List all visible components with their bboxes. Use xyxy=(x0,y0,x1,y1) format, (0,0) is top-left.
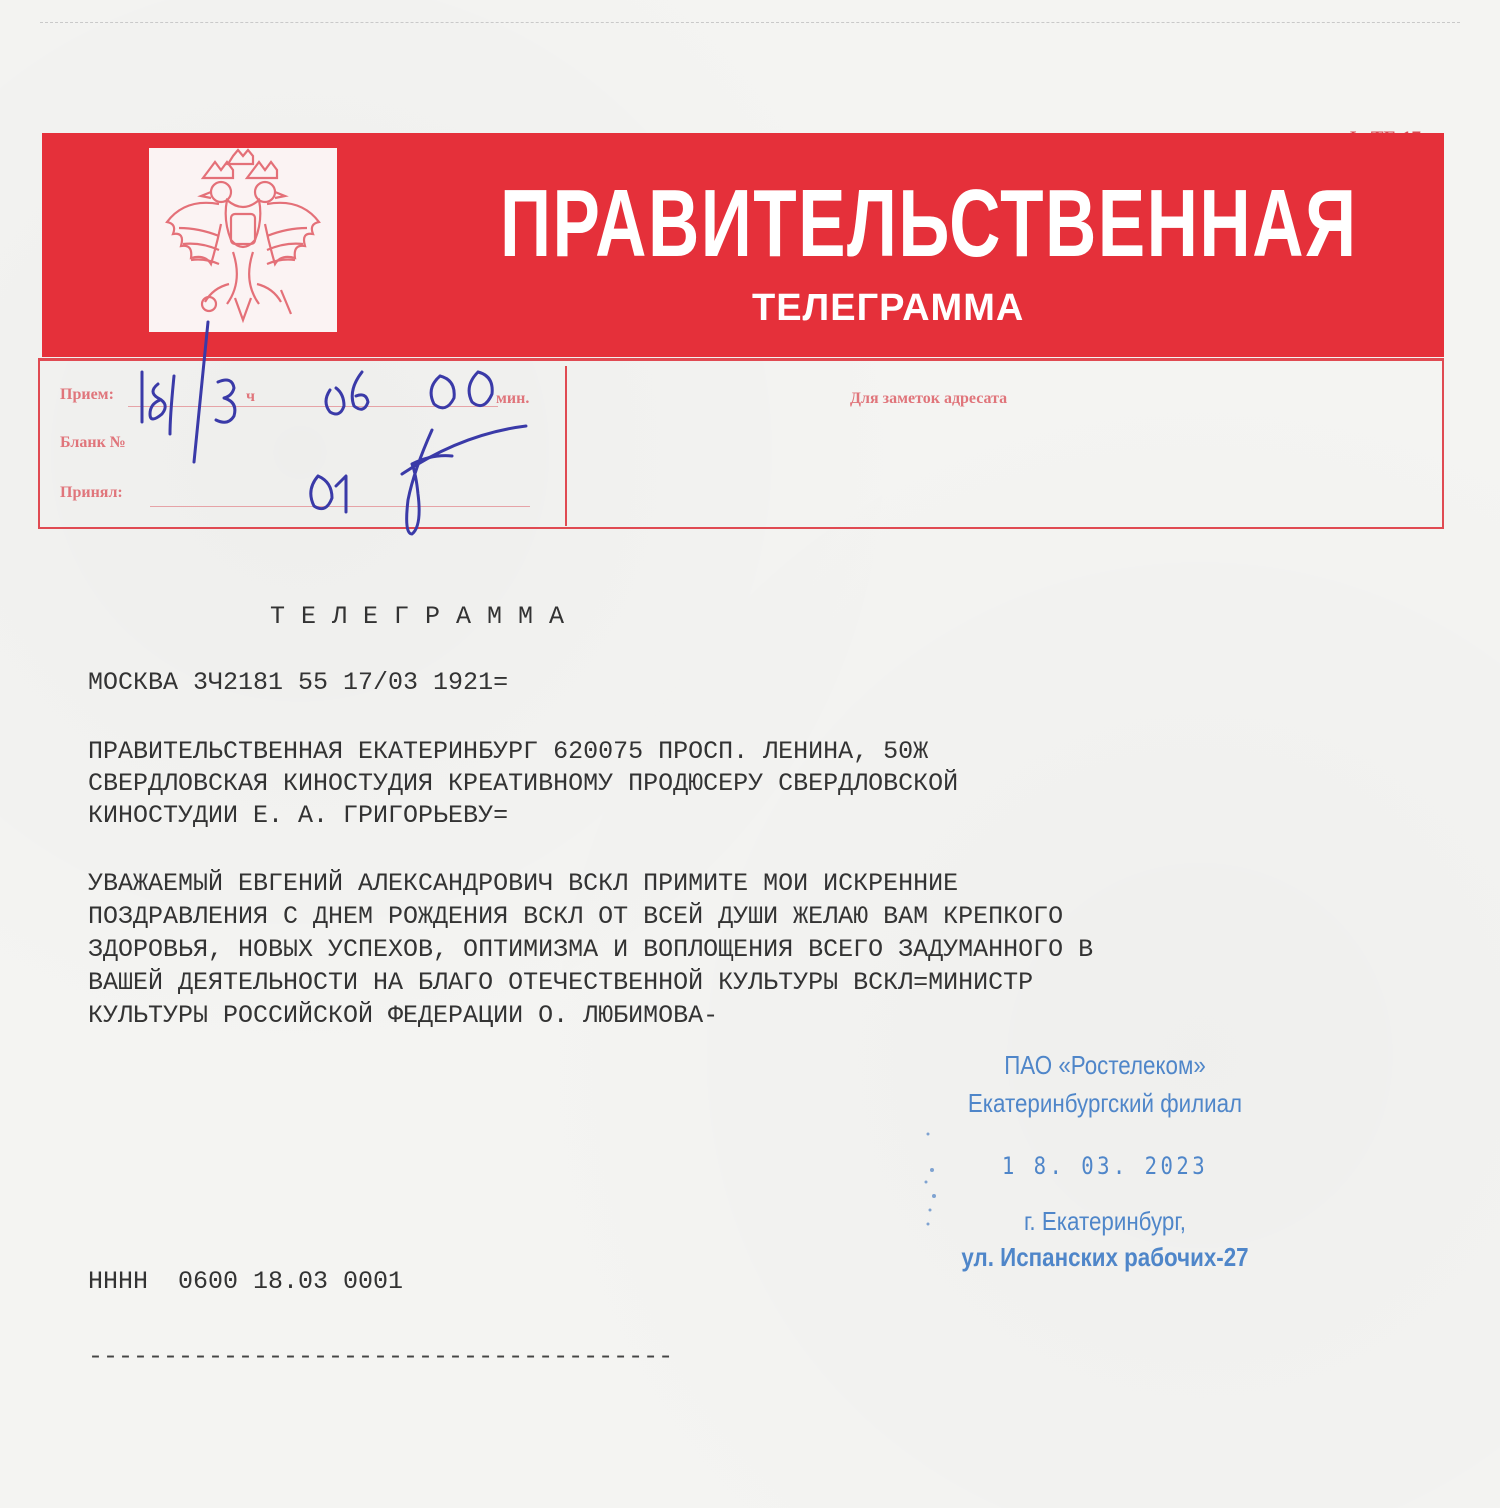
message-line-2: ПОЗДРАВЛЕНИЯ С ДНЕМ РОЖДЕНИЯ ВСКЛ ОТ ВСЕЙ ДУШИ ЖЕЛАЮ ВАМ КРЕПКОГО xyxy=(88,902,1064,931)
handwritten-marks xyxy=(0,0,600,560)
stamp-organization: ПАО «Ростелеком» xyxy=(1004,1050,1206,1080)
message-line-5: КУЛЬТУРЫ РОССИЙСКОЙ ФЕДЕРАЦИИ О. ЛЮБИМОВА- xyxy=(88,1001,719,1030)
message-line-3: ЗДОРОВЬЯ, НОВЫХ УСПЕХОВ, ОПТИМИЗМА И ВОПЛОЩЕНИЯ ВСЕГО ЗАДУМАННОГО В xyxy=(88,935,1094,964)
origin-line: МОСКВА 3Ч2181 55 17/03 1921= xyxy=(88,668,509,697)
accepted-label: Принял: xyxy=(60,484,123,501)
address-line-3: КИНОСТУДИИ Е. А. ГРИГОРЬЕВУ= xyxy=(88,801,509,830)
stamp-branch: Екатеринбургский филиал xyxy=(967,1088,1243,1118)
address-line-1: ПРАВИТЕЛЬСТВЕННАЯ ЕКАТЕРИНБУРГ 620075 ПРОСП. ЛЕНИНА, 50Ж xyxy=(88,737,929,766)
stamp-city: г. Екатеринбург, xyxy=(1023,1206,1187,1236)
minutes-label: мин. xyxy=(496,390,530,407)
service-line: НННН 0600 18.03 0001 xyxy=(88,1267,404,1296)
banner-subtitle: ТЕЛЕГРАММА xyxy=(752,287,1025,329)
telegram-heading: ТЕЛЕГРАММА xyxy=(270,602,581,631)
message-line-4: ВАШЕЙ ДЕЯТЕЛЬНОСТИ НА БЛАГО ОТЕЧЕСТВЕННОЙ КУЛЬТУРЫ ВСКЛ=МИНИСТР xyxy=(88,968,1034,997)
stamp-date: 1 8. 03. 2023 xyxy=(1001,1152,1209,1180)
received-label: Прием: xyxy=(60,386,114,403)
stamp-ink-specks xyxy=(922,1130,942,1230)
recipient-notes-label: Для заметок адресата xyxy=(850,390,1008,407)
hours-label: ч xyxy=(246,388,256,405)
stamp-street: ул. Испанских рабочих-27 xyxy=(961,1242,1249,1272)
closing-dash-rule: --------------------------------------- xyxy=(88,1342,674,1371)
banner-title: ПРАВИТЕЛЬСТВЕННАЯ xyxy=(500,170,1358,277)
blank-number-label: Бланк № xyxy=(60,434,126,451)
address-line-2: СВЕРДЛОВСКАЯ КИНОСТУДИЯ КРЕАТИВНОМУ ПРОДЮСЕРУ СВЕРДЛОВСКОЙ xyxy=(88,769,959,798)
message-line-1: УВАЖАЕМЫЙ ЕВГЕНИЙ АЛЕКСАНДРОВИЧ ВСКЛ ПРИМИТЕ МОИ ИСКРЕННИЕ xyxy=(88,869,959,898)
